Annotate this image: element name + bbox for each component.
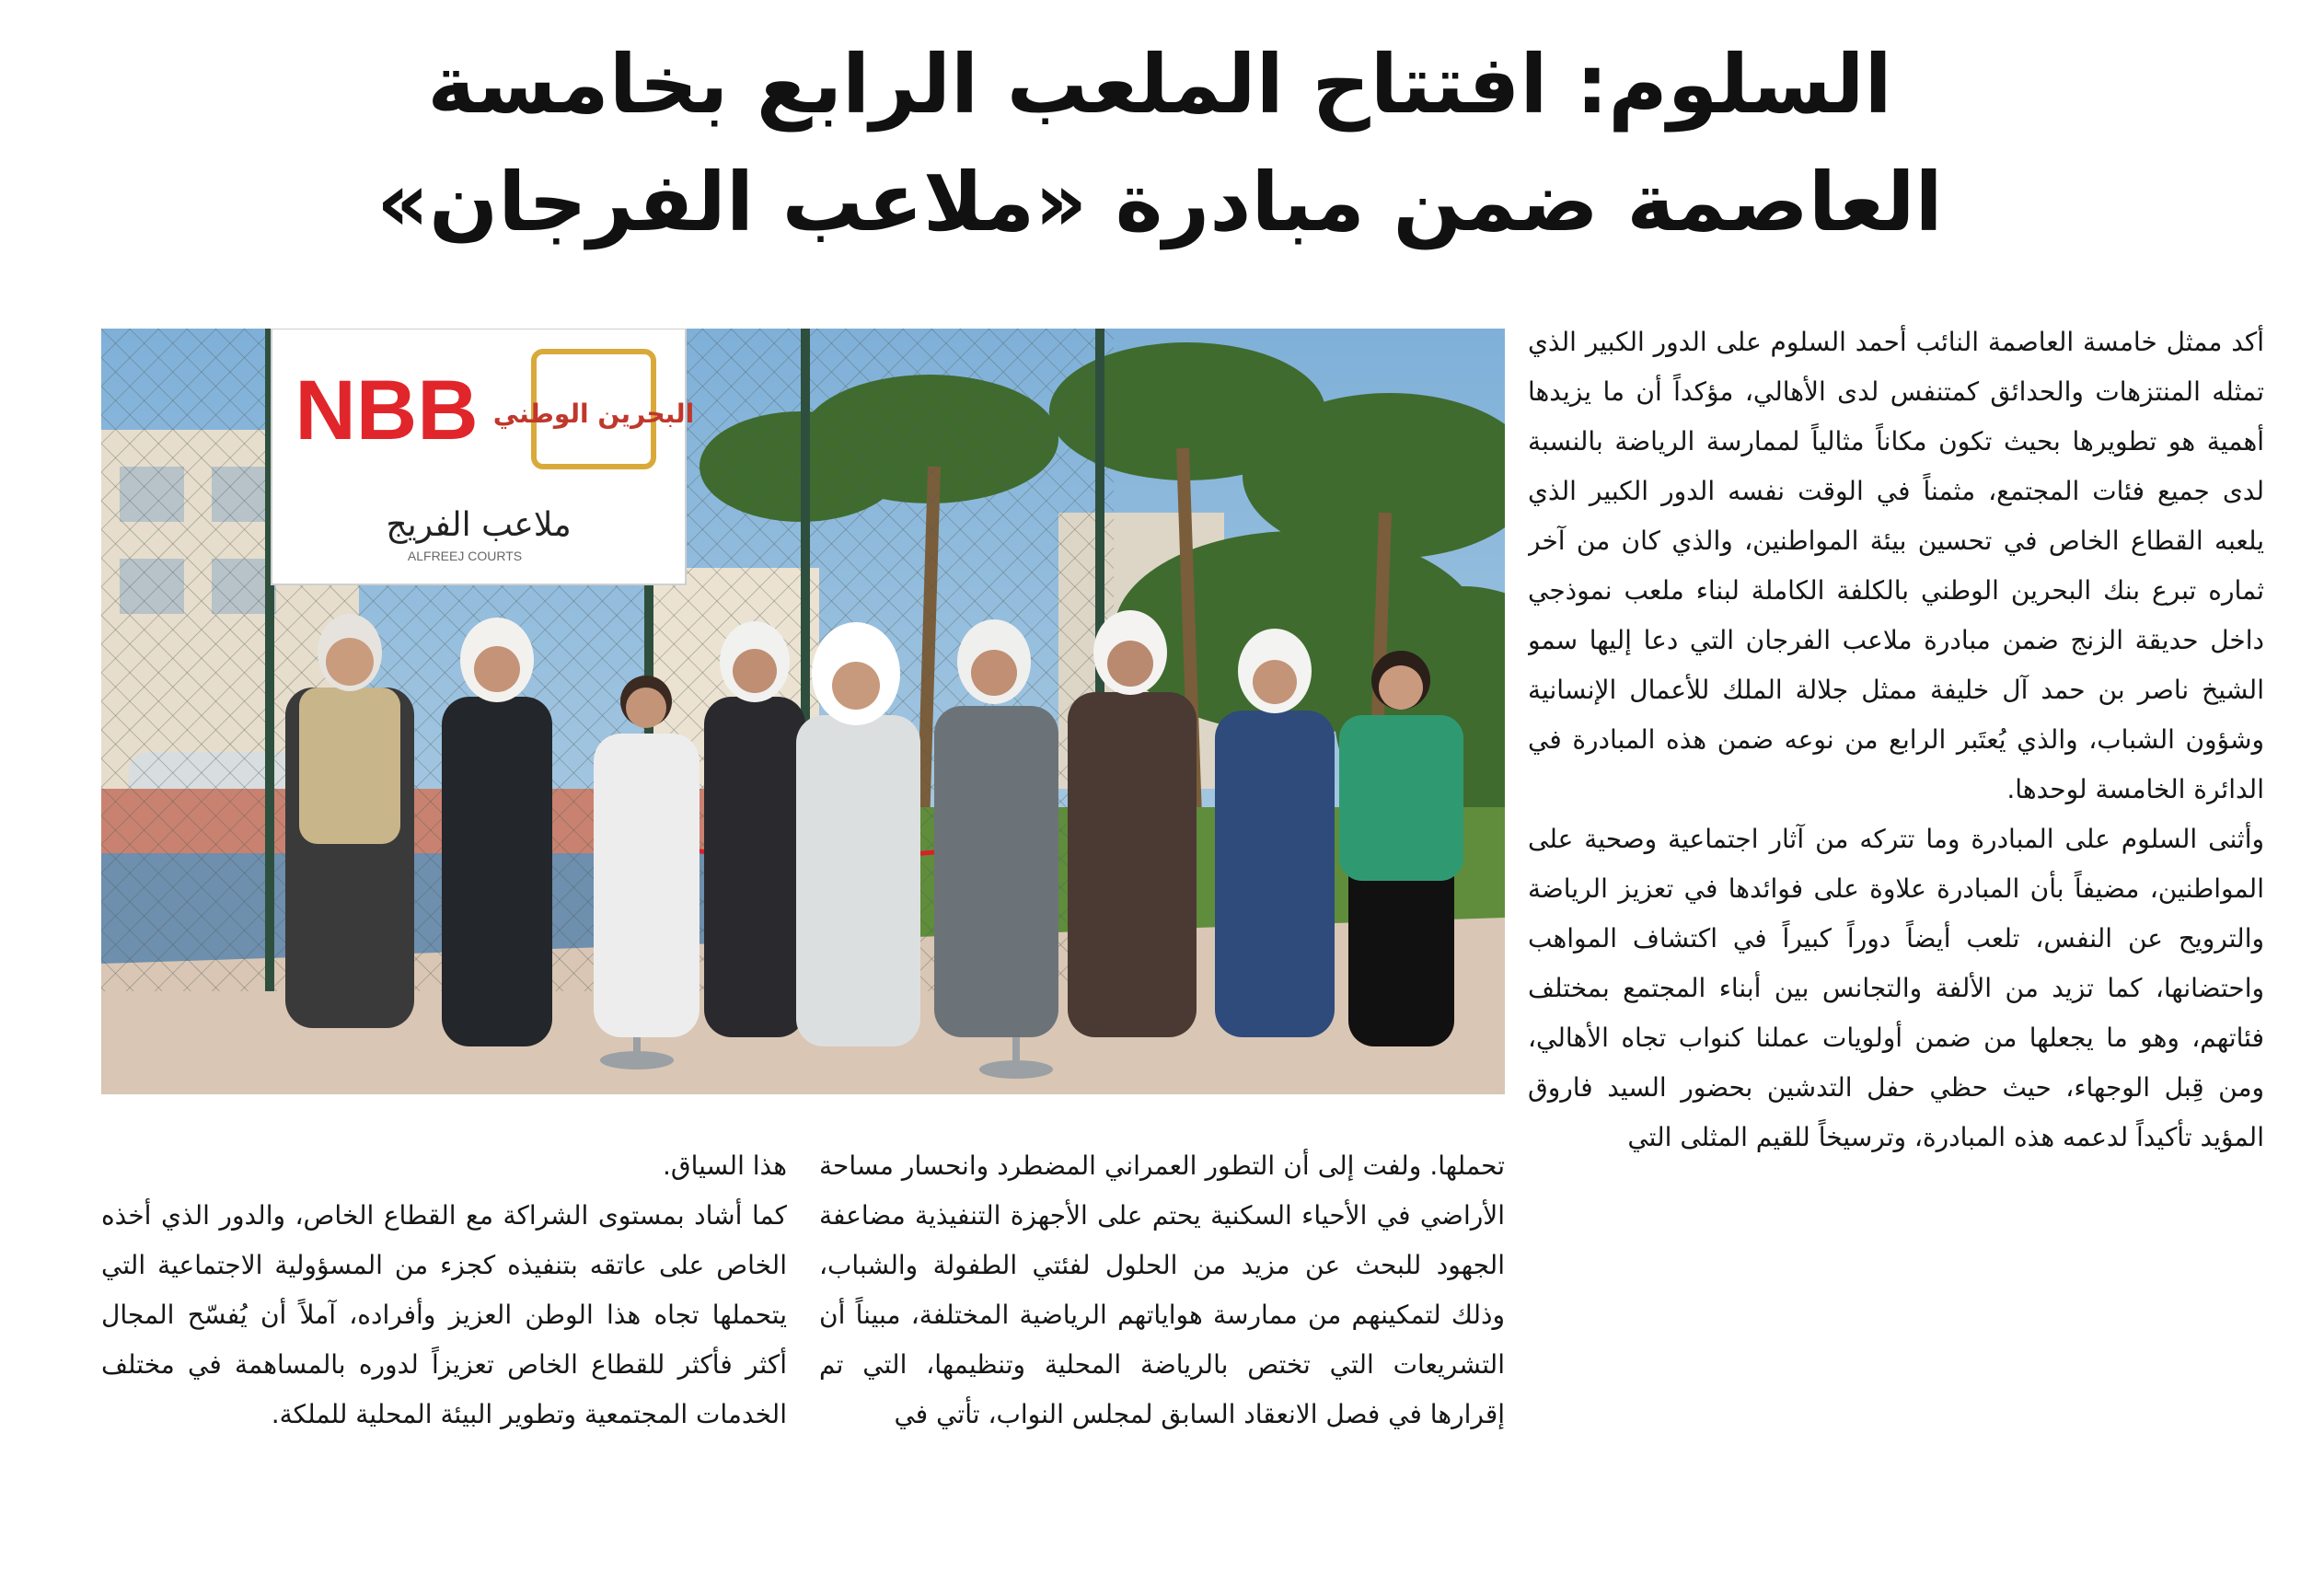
paragraph-5: كما أشاد بمستوى الشراكة مع القطاع الخاص، والدور الذي أخذه الخاص على عاتقه بتنفيذه كجزء من المسؤولية الاجتماعية التي يتحملها تجاه هذا الوطن العزيز وأفراده، آملاً أن يُفسّح المجال أكثر فأكثر للقطاع الخاص تعزيزاً لدوره بالمساهمة في مختلف الخدمات المجتمعية وتطوير البيئة المحلية للملكة. xyxy=(101,1200,787,1429)
paragraph-3: تحملها. ولفت إلى أن التطور العمراني المضطرد وانحسار مساحة الأراضي في الأحياء السكنية يحتم على الأجهزة التنفيذية مضاعفة الجهود للبحث عن مزيد من الحلول لفئتي الطفولة والشباب، وذلك لتمكينهم من ممارسة هواياتهم الرياضية المختلفة، مبيناً أن التشريعات التي تختص بالرياضة المحلية وتنظيمها، التي تم إقرارها في فصل الانعقاد السابق لمجلس النواب، تأتي في xyxy=(819,1150,1505,1429)
sign-logo: البحرين الوطني xyxy=(492,399,695,429)
headline-line-1: السلوم: افتتاح الملعب الرابع بخامسة xyxy=(427,37,1892,132)
paragraph-4: هذا السياق. xyxy=(662,1150,787,1181)
paragraph-1: أكد ممثل خامسة العاصمة النائب أحمد السلوم على الدور الكبير الذي تمثله المنتزهات والحدائق كمتنفس لدى الأهالي، مؤكداً أن ما يزيدها أهمية هو تطويرها بحيث تكون مكاناً مثالياً لممارسة الرياضة بالنسبة لدى جميع فئات المجتمع، مثمناً في الوقت نفسه الدور الكبير الذي يلعبه القطاع الخاص في تحسين بيئة المواطنين، والذي كان من آخر ثماره تبرع بنك البحرين الوطني بالكلفة الكاملة لبناء ملعب نموذجي داخل حديقة الزنج ضمن مبادرة ملاعب الفرجان التي دعا إليها سمو الشيخ ناصر بن حمد آل خليفة ممثل جلالة الملك للأعمال الإنسانية وشؤون الشباب، والذي يُعتَبر الرابع من نوعه ضمن هذه المبادرة في الدائرة الخامسة لوحدها. xyxy=(1528,327,2264,804)
article-column-right xyxy=(1528,318,2264,1569)
article-column-middle xyxy=(819,1141,1505,1569)
paragraph-2: وأثنى السلوم على المبادرة وما تتركه من آثار اجتماعية وصحية على المواطنين، مضيفاً بأن المبادرة علاوة على فوائدها في تعزيز الرياضة والترويح عن النفس، تلعب أيضاً دوراً كبيراً في اكتشاف المواهب واحتضانها، كما تزيد من الألفة والتجانس بين أبناء المجتمع بمختلف فئاتهم، وهو ما يجعلها من ضمن أولويات عملنا كنواب تجاه الأهالي، ومن قِبل الوجهاء، حيث حظي حفل التدشين بحضور السيد فاروق المؤيد تأكيداً لدعمه هذه المبادرة، وترسيخاً للقيم المثلى التي xyxy=(1528,824,2264,1152)
headline-line-2: العاصمة ضمن مبادرة «ملاعب الفرجان» xyxy=(376,155,1943,249)
headline xyxy=(83,26,2237,261)
news-photo xyxy=(101,329,1505,1094)
sign-caption-ar: ملاعب الفريج xyxy=(386,506,572,544)
sign-caption-en: ALFREEJ COURTS xyxy=(407,549,523,563)
sign-brand: NBB xyxy=(295,364,479,457)
article-column-left xyxy=(101,1141,787,1569)
